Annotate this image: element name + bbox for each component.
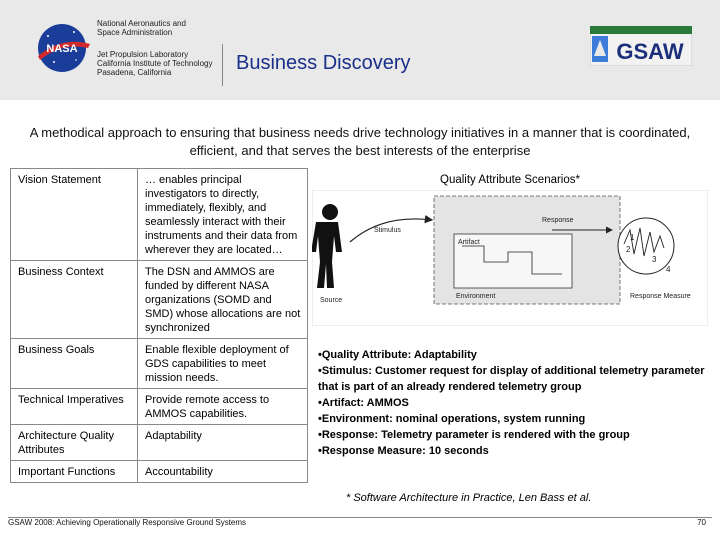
svg-text:GSAW: GSAW <box>616 39 684 64</box>
nasa-org-name: National Aeronautics and Space Administration <box>97 19 186 37</box>
row-value: Adaptability <box>138 425 308 461</box>
row-label: Important Functions <box>11 461 138 483</box>
scenario-attribute-list <box>318 347 706 459</box>
list-item: •Quality Attribute: Adaptability <box>318 349 477 361</box>
svg-text:Response Measure: Response Measure <box>630 293 691 300</box>
svg-text:3: 3 <box>652 255 657 264</box>
svg-text:Source: Source <box>320 297 343 304</box>
row-label: Technical Imperatives <box>11 389 138 425</box>
svg-text:1: 1 <box>630 233 635 242</box>
svg-text:2: 2 <box>626 245 631 254</box>
row-label: Vision Statement <box>11 169 138 261</box>
scenario-title: Quality Attribute Scenarios* <box>440 174 580 186</box>
page-number: 70 <box>697 518 706 527</box>
slide-subtitle: A methodical approach to ensuring that business needs drive technology initiatives in a manner that is coordinated, efficient, and that serves the best interests of the enterprise <box>29 125 691 158</box>
list-item: •Response: Telemetry parameter is rendered with the group <box>318 429 630 441</box>
table-row <box>11 261 308 339</box>
table-row <box>11 389 308 425</box>
svg-text:Stimulus: Stimulus <box>374 227 401 234</box>
quality-attribute-scenario-diagram <box>312 190 708 326</box>
business-discovery-table <box>10 168 308 483</box>
svg-text:Environment: Environment <box>456 293 496 300</box>
row-value: The DSN and AMMOS are funded by different NASA organizations (SOMD and SMD) whose allocations are not synchronized <box>138 261 308 339</box>
footer-text: GSAW 2008: Achieving Operationally Responsive Ground Systems <box>8 518 247 527</box>
header-divider <box>222 44 223 86</box>
table-row <box>11 425 308 461</box>
svg-text:NASA: NASA <box>46 43 78 55</box>
page-title: Business Discovery <box>236 52 411 74</box>
table-row <box>11 339 308 389</box>
list-item: •Artifact: AMMOS <box>318 397 409 409</box>
list-item: •Environment: nominal operations, system running <box>318 413 586 425</box>
response-measure-icon <box>618 218 674 274</box>
slide-header <box>0 0 720 100</box>
row-value: Provide remote access to AMMOS capabilities. <box>138 389 308 425</box>
citation-footnote: * Software Architecture in Practice, Len Bass et al. <box>346 492 592 504</box>
table-row <box>11 461 308 483</box>
row-value: Accountability <box>138 461 308 483</box>
svg-text:Response: Response <box>542 217 574 224</box>
list-item: •Stimulus: Customer request for display of additional telemetry parameter that is part of an already rendered telemetry group <box>318 365 705 393</box>
jpl-org-name: Jet Propulsion Laboratory California Institute of Technology Pasadena, California <box>97 50 213 77</box>
row-label: Business Goals <box>11 339 138 389</box>
nasa-logo-icon <box>32 22 92 74</box>
gsaw-logo-icon <box>590 26 692 66</box>
row-value: Enable flexible deployment of GDS capabilities to meet mission needs. <box>138 339 308 389</box>
row-value: … enables principal investigators to directly, immediately, flexibly, and seamlessly interact with their instruments and their data from wherever they are located… <box>138 169 308 261</box>
svg-text:Artifact: Artifact <box>458 239 480 246</box>
row-label: Business Context <box>11 261 138 339</box>
table-row <box>11 169 308 261</box>
row-label: Architecture Quality Attributes <box>11 425 138 461</box>
list-item: •Response Measure: 10 seconds <box>318 445 489 457</box>
svg-text:4: 4 <box>666 265 671 274</box>
